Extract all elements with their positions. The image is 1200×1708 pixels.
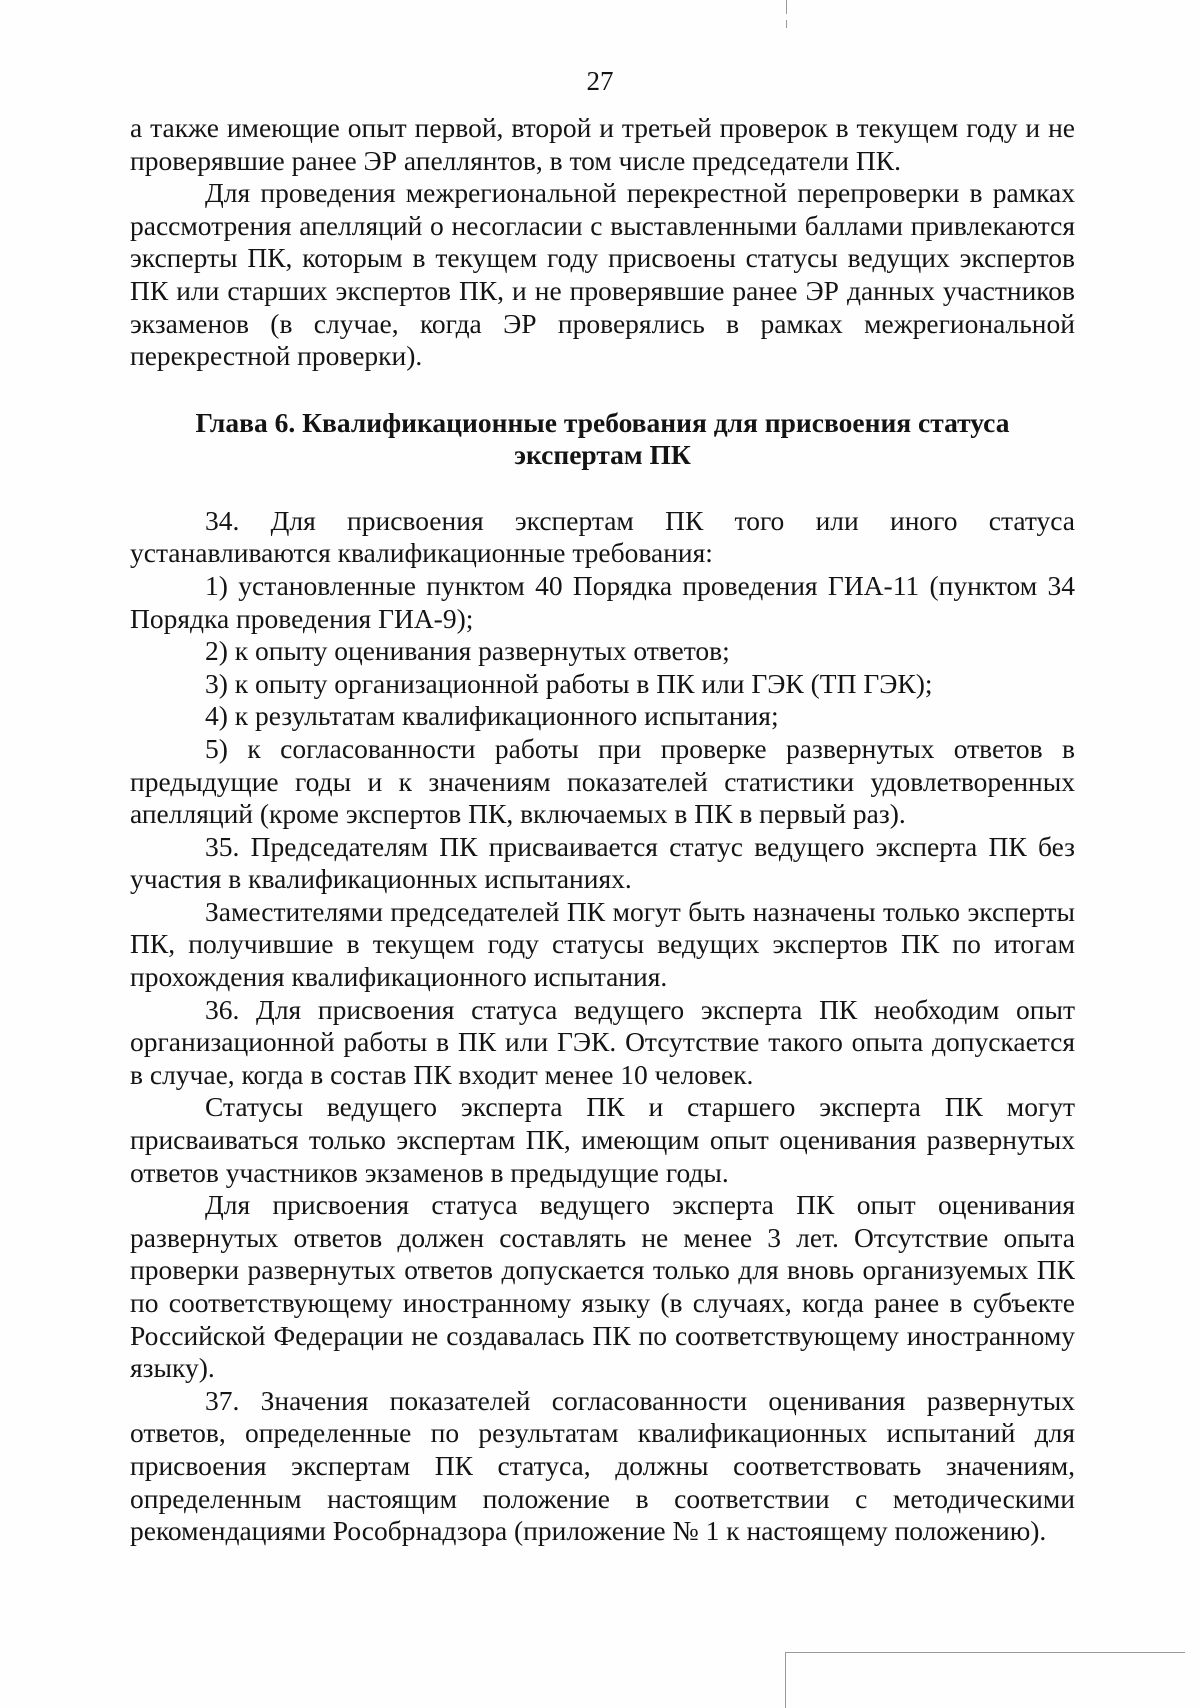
scan-mark (785, 1652, 786, 1708)
list-item: 1) установленные пунктом 40 Порядка проведения ГИА-11 (пунктом 34 Порядка проведения ГИА-9); (130, 569, 1075, 634)
list-item: 3) к опыту организационной работы в ПК или ГЭК (ТП ГЭК); (205, 667, 933, 699)
scan-mark (786, 20, 787, 28)
paragraph: Статусы ведущего эксперта ПК и старшего эксперта ПК могут присваиваться только экспертам ПК, имеющим опыт оценивания развернутых ответов участников экзаменов в предыдущие годы. (130, 1091, 1075, 1188)
list-item: 2) к опыту оценивания развернутых ответов; (205, 635, 730, 667)
paragraph-item-36: 36. Для присвоения статуса ведущего эксперта ПК необходим опыт организационной работы в ПК или ГЭК. Отсутствие такого опыта допускается в случае, когда в состав ПК входит менее 10 человек. (130, 993, 1075, 1090)
paragraph-item-34: 34. Для присвоения экспертам ПК того или иного статуса устанавливаются квалификационные требования: (130, 504, 1075, 569)
paragraph: а также имеющие опыт первой, второй и третьей проверок в текущем году и не проверявшие ранее ЭР апеллянтов, в том числе председатели ПК. (130, 112, 1075, 176)
chapter-heading: Глава 6. Квалификационные требования для присвоения статуса экспертам ПК (195, 406, 1010, 470)
paragraph-item-35: 35. Председателям ПК присваивается статус ведущего эксперта ПК без участия в квалификационных испытаниях. (130, 830, 1075, 895)
paragraph-item-37: 37. Значения показателей согласованности оценивания развернутых ответов, определенные по результатам квалификационных испытаний для присвоения экспертам ПК статуса, должны соответствовать значениям, определенным настоящим положение в соответствии с методическими рекомендациями Рособрнадзора (приложение № 1 к настоящему положению). (130, 1384, 1075, 1547)
paragraph: Для присвоения статуса ведущего эксперта ПК опыт оценивания развернутых ответов должен составлять не менее 3 лет. Отсутствие опыта проверки развернутых ответов допускается только для вновь организуемых ПК по соответствующему иностранному языку (в случаях, когда ранее в субъекте Российской Федерации не создавалась ПК по соответствующему иностранному языку). (130, 1189, 1075, 1384)
page-number: 27 (586, 66, 614, 96)
scan-mark (785, 1652, 1185, 1653)
document-body (130, 112, 1075, 1548)
paragraph: Для проведения межрегиональной перекрестной перепроверки в рамках рассмотрения апелляций о несогласии с выставленными баллами привлекаются эксперты ПК, которым в текущем году присвоены статусы ведущих экспертов ПК или старших экспертов ПК, и не проверявшие ранее ЭР данных участников экзаменов (в случае, когда ЭР проверялись в рамках межрегиональной перекрестной проверки). (130, 177, 1075, 372)
list-item: 5) к согласованности работы при проверке развернутых ответов в предыдущие годы и к значениям показателей статистики удовлетворенных апелляций (кроме экспертов ПК, включаемых в ПК в первый раз). (130, 732, 1075, 830)
scan-mark (786, 0, 787, 14)
list-item: 4) к результатам квалификационного испытания; (205, 700, 779, 732)
paragraph: Заместителями председателей ПК могут быть назначены только эксперты ПК, получившие в текущем году статусы ведущих экспертов ПК по итогам прохождения квалификационного испытания. (130, 895, 1075, 993)
